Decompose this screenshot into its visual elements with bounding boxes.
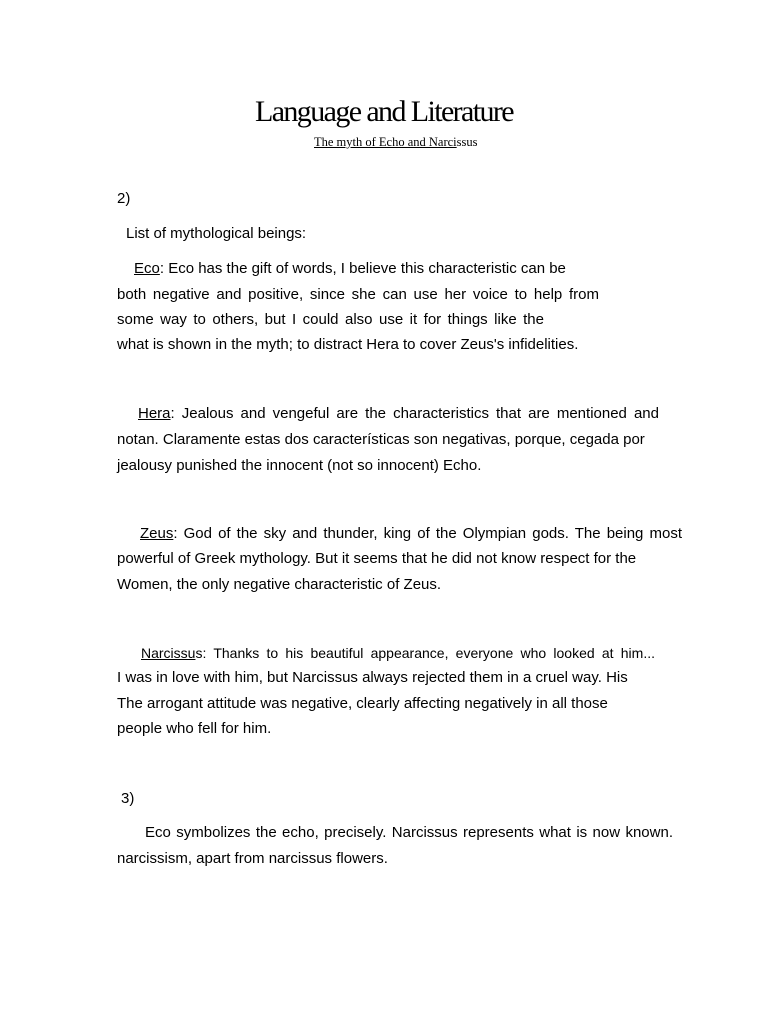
- hera-line-3: jealousy punished the innocent (not so innocent) Echo.: [117, 457, 482, 474]
- eco-term: Eco: [134, 260, 160, 277]
- subtitle-underlined: The myth of Echo and Narci: [314, 135, 457, 149]
- hera-line-2: notan. Claramente estas dos características son negativas, porque, cegada por: [117, 431, 645, 448]
- eco-text-1: : Eco has the gift of words, I believe this characteristic can be: [159, 260, 566, 277]
- eco-line-4: what is shown in the myth; to distract Hera to cover Zeus's infidelities.: [117, 336, 579, 353]
- zeus-line-2: powerful of Greek mythology. But it seems that he did not know respect for the: [117, 550, 637, 567]
- narcissus-line-1: [141, 643, 655, 663]
- hera-line-1: [138, 404, 659, 424]
- zeus-text-1: : God of the sky and thunder, king of the Olympian gods. The being most: [173, 525, 682, 542]
- subtitle-tail: ssus: [456, 135, 478, 149]
- page-subtitle: [314, 134, 478, 150]
- eco-line-2: both negative and positive, since she can use her voice to help from: [117, 286, 599, 303]
- page-title: Language and Literature: [254, 95, 514, 128]
- hera-text-1: : Jealous and vengeful are the characteristics that are mentioned and: [170, 405, 659, 422]
- narcissus-term: Narcissu: [141, 645, 196, 661]
- narcissus-line-3: The arrogant attitude was negative, clearly affecting negatively in all those: [117, 695, 608, 712]
- list-heading: List of mythological beings:: [126, 225, 307, 242]
- narcissus-text-1: : Thanks to his beautiful appearance, everyone who looked at him...: [202, 645, 655, 661]
- hera-term: Hera: [138, 405, 171, 422]
- zeus-term: Zeus: [140, 525, 174, 542]
- zeus-line-3: Women, the only negative characteristic of Zeus.: [117, 576, 442, 593]
- eco-line-3: some way to others, but I could also use it for things like the: [117, 311, 544, 328]
- narcissus-term-tail: s: [195, 645, 203, 661]
- narcissus-line-4: people who fell for him.: [117, 720, 272, 737]
- zeus-line-1: [140, 524, 682, 544]
- narcissus-line-2: I was in love with him, but Narcissus always rejected them in a cruel way. His: [117, 669, 628, 686]
- section-3-line-2: narcissism, apart from narcissus flowers.: [117, 850, 388, 867]
- eco-line-1: [134, 259, 566, 279]
- section-2-number: 2): [117, 190, 131, 207]
- section-3-line-1: Eco symbolizes the echo, precisely. Narcissus represents what is now known.: [145, 824, 673, 841]
- section-3-number: 3): [121, 790, 135, 807]
